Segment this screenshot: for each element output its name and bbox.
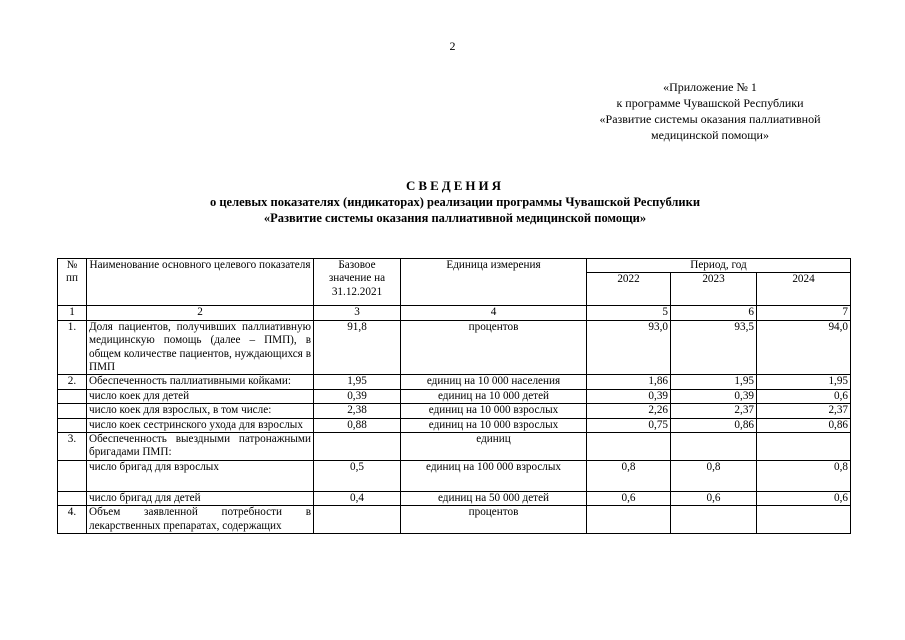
header-year-2023: 2023: [671, 273, 757, 306]
indicator-name: число бригад для взрослых: [87, 460, 314, 491]
document-title: [60, 178, 850, 226]
value-2024: 0,6: [757, 491, 851, 505]
value-2023: 0,39: [671, 389, 757, 403]
value-2023: 93,5: [671, 320, 757, 375]
header-num: № пп: [58, 259, 87, 306]
indicator-name: число коек для взрослых, в том числе:: [87, 404, 314, 418]
value-2023: 0,8: [671, 460, 757, 491]
base-value: [314, 433, 401, 461]
value-2023: [671, 433, 757, 461]
col-number: 6: [671, 306, 757, 320]
col-number: 7: [757, 306, 851, 320]
indicator-name: Доля пациентов, получивших паллиативную медицинскую помощь (далее – ПМП), в общем количестве пациентов, нуждающихся в ПМП: [87, 320, 314, 375]
value-2022: 0,75: [587, 418, 671, 432]
indicator-name: Обеспеченность паллиативными койками:: [87, 375, 314, 389]
row-number: [58, 404, 87, 418]
unit: единиц на 10 000 детей: [401, 389, 587, 403]
row-number: [58, 460, 87, 491]
header-period: Период, год: [587, 259, 851, 273]
unit: единиц на 10 000 населения: [401, 375, 587, 389]
table-row: [58, 491, 851, 505]
value-2022: 0,6: [587, 491, 671, 505]
table-row: [58, 375, 851, 389]
row-number: [58, 418, 87, 432]
row-number: 1.: [58, 320, 87, 375]
appendix-line-2: к программе Чувашской Республики: [616, 96, 804, 110]
title-main: СВЕДЕНИЯ: [406, 178, 504, 193]
value-2024: 0,86: [757, 418, 851, 432]
base-value: 91,8: [314, 320, 401, 375]
col-number: 2: [87, 306, 314, 320]
value-2022: 93,0: [587, 320, 671, 375]
table-row: [58, 404, 851, 418]
indicator-name: Объем заявленной потребности в лекарственных препаратах, содержащих: [87, 506, 314, 534]
indicator-name: число бригад для детей: [87, 491, 314, 505]
title-subtitle-1: о целевых показателях (индикаторах) реализации программы Чувашской Республики: [209, 195, 701, 209]
header-name: Наименование основного целевого показателя: [87, 259, 314, 306]
value-2024: 2,37: [757, 404, 851, 418]
base-value: 0,39: [314, 389, 401, 403]
col-number: 1: [58, 306, 87, 320]
appendix-note: [580, 79, 840, 143]
value-2024: 0,8: [757, 460, 851, 491]
table-row: [58, 433, 851, 461]
row-number: [58, 491, 87, 505]
value-2024: 1,95: [757, 375, 851, 389]
header-year-2022: 2022: [587, 273, 671, 306]
table-row: [58, 506, 851, 534]
col-number: 4: [401, 306, 587, 320]
unit: единиц на 100 000 взрослых: [401, 460, 587, 491]
appendix-line-4: медицинской помощи»: [651, 128, 769, 142]
unit: единиц на 10 000 взрослых: [401, 404, 587, 418]
value-2024: 94,0: [757, 320, 851, 375]
header-unit: Единица измерения: [401, 259, 587, 306]
base-value: 1,95: [314, 375, 401, 389]
value-2022: [587, 506, 671, 534]
value-2022: [587, 433, 671, 461]
table-row: [58, 460, 851, 491]
base-value: 0,5: [314, 460, 401, 491]
page-number: 2: [449, 39, 456, 53]
base-value: [314, 506, 401, 534]
row-number: 3.: [58, 433, 87, 461]
appendix-line-3: «Развитие системы оказания паллиативной: [599, 112, 821, 126]
indicator-name: Обеспеченность выездными патронажными бригадами ПМП:: [87, 433, 314, 461]
column-number-row: [58, 306, 851, 320]
base-value: 0,88: [314, 418, 401, 432]
value-2023: 1,95: [671, 375, 757, 389]
table-row: [58, 418, 851, 432]
value-2024: [757, 506, 851, 534]
header-row-1: [58, 259, 851, 273]
value-2022: 2,26: [587, 404, 671, 418]
header-year-2024: 2024: [757, 273, 851, 306]
unit: процентов: [401, 506, 587, 534]
value-2022: 0,39: [587, 389, 671, 403]
header-base: Базовое значение на 31.12.2021: [314, 259, 401, 306]
value-2022: 1,86: [587, 375, 671, 389]
appendix-line-1: «Приложение № 1: [663, 80, 757, 94]
value-2023: 0,6: [671, 491, 757, 505]
value-2024: 0,6: [757, 389, 851, 403]
col-number: 3: [314, 306, 401, 320]
title-subtitle-2: «Развитие системы оказания паллиативной медицинской помощи»: [263, 211, 647, 225]
table-row: [58, 389, 851, 403]
row-number: 4.: [58, 506, 87, 534]
value-2023: [671, 506, 757, 534]
unit: единиц на 10 000 взрослых: [401, 418, 587, 432]
unit: процентов: [401, 320, 587, 375]
value-2022: 0,8: [587, 460, 671, 491]
base-value: 2,38: [314, 404, 401, 418]
row-number: 2.: [58, 375, 87, 389]
unit: единиц на 50 000 детей: [401, 491, 587, 505]
base-value: 0,4: [314, 491, 401, 505]
indicator-name: число коек сестринского ухода для взрослых: [87, 418, 314, 432]
indicator-name: число коек для детей: [87, 389, 314, 403]
indicators-table: [57, 258, 851, 534]
value-2023: 0,86: [671, 418, 757, 432]
row-number: [58, 389, 87, 403]
value-2024: [757, 433, 851, 461]
unit: единиц: [401, 433, 587, 461]
table-row: [58, 320, 851, 375]
col-number: 5: [587, 306, 671, 320]
value-2023: 2,37: [671, 404, 757, 418]
